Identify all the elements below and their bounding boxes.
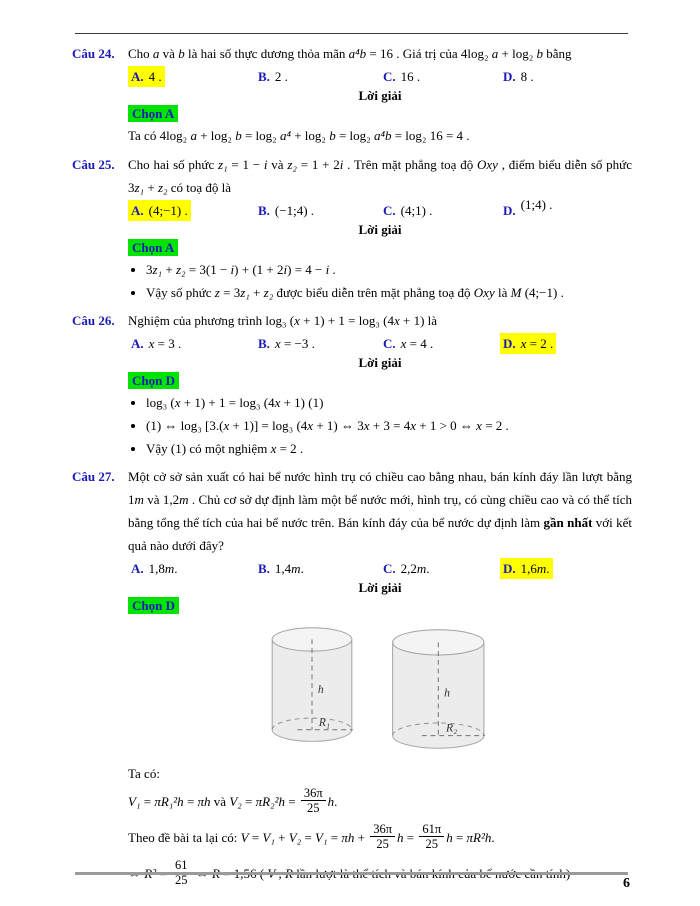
solution-heading: Lời giải bbox=[358, 88, 402, 103]
chosen-answer-badge: Chọn D bbox=[128, 372, 179, 389]
option-a-letter: A. bbox=[131, 561, 144, 576]
solution-line: • log₃ (x + 1) + 1 = log₃ (4x + 1) (1) bbox=[146, 391, 632, 414]
option-b-letter: B. bbox=[258, 336, 270, 351]
option-a bbox=[128, 333, 255, 354]
solution-heading: Lời giải bbox=[358, 580, 402, 595]
option-c-value: x = 4 . bbox=[400, 336, 434, 351]
question-27-number: Câu 27. bbox=[72, 469, 115, 484]
question-25 bbox=[72, 153, 632, 304]
option-a-value: 1,8m. bbox=[148, 561, 178, 576]
option-b bbox=[255, 558, 380, 579]
cylinder-large bbox=[393, 630, 485, 749]
equation-line: Theo đề bài ta lại có: V = V₁ + V₂ = V₁ = πh + $\frac{36\pi}{25}$ h = $\frac{61\pi}{25}$ h = πR²h. bbox=[128, 821, 495, 852]
question-27-options bbox=[128, 558, 632, 579]
option-a-value: x = 3 . bbox=[148, 336, 182, 351]
option-b-value: (−1;4) . bbox=[274, 203, 315, 218]
option-b-letter: B. bbox=[258, 203, 270, 218]
header-rule bbox=[75, 33, 628, 34]
question-26-options bbox=[128, 333, 632, 354]
option-c-letter: C. bbox=[383, 561, 396, 576]
equation-line: ⇔ R² = $\frac{61}{25}$ ⇔ R = 1,56 ( V , R lần lượt là thể tích và bán kính của bể nước cần tính) bbox=[128, 857, 571, 887]
question-25-stem: Cho hai số phức z₁ = 1 − i và z₂ = 1 + 2i . Trên mặt phẳng toạ độ Oxy , điểm biểu diễn số phức 3z₁ + z₂ có toạ độ là bbox=[128, 157, 632, 195]
option-d-value: 8 . bbox=[520, 69, 534, 84]
solution-list bbox=[128, 391, 632, 460]
cylinder-small-height-label: h bbox=[317, 682, 324, 696]
question-24-number: Câu 24. bbox=[72, 46, 115, 61]
question-26-stem: Nghiệm của phương trình log₃ (x + 1) + 1 = log₃ (4x + 1) là bbox=[128, 313, 438, 328]
question-24-stem: Cho a và b là hai số thực dương thỏa mãn a⁴b = 16 . Giá trị của 4log₂ a + log₂ b bằng bbox=[128, 46, 572, 61]
option-d-letter: D. bbox=[503, 203, 516, 218]
option-b-value: x = −3 . bbox=[274, 336, 315, 351]
solution-line: • Vậy số phức z = 3z₁ + z₂ được biểu diễn trên mặt phẳng toạ độ Oxy là M (4;−1) . bbox=[146, 281, 632, 304]
option-b bbox=[255, 200, 380, 221]
option-c bbox=[380, 66, 500, 87]
option-c bbox=[380, 333, 500, 354]
cylinder-large-radius-label: R₂ bbox=[446, 721, 458, 735]
solution-heading: Lời giải bbox=[358, 222, 402, 237]
option-c-letter: C. bbox=[383, 336, 396, 351]
question-25-options bbox=[128, 197, 632, 221]
option-d-value: 1,6m. bbox=[520, 561, 550, 576]
option-b-letter: B. bbox=[258, 561, 270, 576]
option-a bbox=[128, 558, 255, 579]
option-d-value: x = 2 . bbox=[520, 336, 554, 351]
solution-heading: Lời giải bbox=[358, 355, 402, 370]
option-c-value: (4;1) . bbox=[400, 203, 433, 218]
option-c bbox=[380, 558, 500, 579]
option-c bbox=[380, 200, 500, 221]
question-24-options bbox=[128, 66, 632, 87]
option-a-value: (4;−1) . bbox=[148, 203, 188, 218]
option-b-value: 2 . bbox=[274, 69, 288, 84]
footer-rule bbox=[75, 872, 628, 875]
question-26-number: Câu 26. bbox=[72, 313, 115, 328]
option-c-value: 16 . bbox=[400, 69, 421, 84]
chosen-answer-badge: Chọn A bbox=[128, 105, 178, 122]
question-25-number: Câu 25. bbox=[72, 157, 115, 172]
solution-line: Ta có 4log₂ a + log₂ b = log₂ a⁴ + log₂ b = log₂ a⁴b = log₂ 16 = 4 . bbox=[128, 128, 470, 143]
option-b bbox=[255, 66, 380, 87]
option-a-letter: A. bbox=[131, 203, 144, 218]
solution-line: • (1) ⇔ log₃ [3.(x + 1)] = log₃ (4x + 1) ⇔ 3x + 3 = 4x + 1 > 0 ⇔ x = 2 . bbox=[146, 414, 632, 437]
option-d bbox=[500, 66, 632, 87]
solution-line: • Vậy (1) có một nghiệm x = 2 . bbox=[146, 437, 632, 460]
cylinder-large-height-label: h bbox=[444, 686, 450, 700]
option-b-letter: B. bbox=[258, 69, 270, 84]
option-a-letter: A. bbox=[131, 69, 144, 84]
chosen-answer-badge: Chọn A bbox=[128, 239, 178, 256]
option-c-letter: C. bbox=[383, 203, 396, 218]
option-a bbox=[128, 200, 255, 221]
option-d bbox=[500, 333, 632, 354]
question-27 bbox=[72, 465, 632, 895]
option-a bbox=[128, 66, 255, 87]
option-d-value: (1;4) . bbox=[520, 197, 553, 212]
chosen-answer-badge: Chọn D bbox=[128, 597, 179, 614]
option-a-letter: A. bbox=[131, 336, 144, 351]
cylinder-small bbox=[272, 628, 353, 742]
option-c-value: 2,2m. bbox=[400, 561, 430, 576]
option-a-value: 4 . bbox=[148, 69, 162, 84]
option-c-letter: C. bbox=[383, 69, 396, 84]
option-d-letter: D. bbox=[503, 336, 516, 351]
option-d bbox=[500, 197, 632, 221]
page-number: 6 bbox=[623, 876, 630, 891]
question-24 bbox=[72, 42, 632, 148]
solution-intro: Ta có: bbox=[128, 766, 160, 781]
page-content bbox=[72, 42, 632, 900]
option-d-letter: D. bbox=[503, 69, 516, 84]
option-d-letter: D. bbox=[503, 561, 516, 576]
equation-line: V₁ = πR₁²h = πh và V₂ = πR₂²h = $\frac{36\pi}{25}$ h. bbox=[128, 786, 338, 816]
question-26 bbox=[72, 309, 632, 460]
option-d bbox=[500, 558, 632, 579]
option-b bbox=[255, 333, 380, 354]
solution-line: • 3z₁ + z₂ = 3(1 − i) + (1 + 2i) = 4 − i . bbox=[146, 258, 632, 281]
solution-list bbox=[128, 258, 632, 304]
option-b-value: 1,4m. bbox=[274, 561, 304, 576]
cylinder-small-radius-label: R₁ bbox=[318, 715, 330, 729]
cylinders-figure bbox=[255, 620, 505, 760]
question-27-stem: Một cở sở sản xuất có hai bể nước hình trụ có chiều cao bằng nhau, bán kính đáy lần lượt bằng 1m và 1,2m . Chủ cơ sở dự định làm một bể nước mới, hình trụ, có cùng chiều cao và có thể tích bằng tổng thể tích của hai bể nước trên. Bán kính đáy của bể nước dự định làm gần nhất với kết quả nào dưới đây? bbox=[128, 469, 633, 553]
